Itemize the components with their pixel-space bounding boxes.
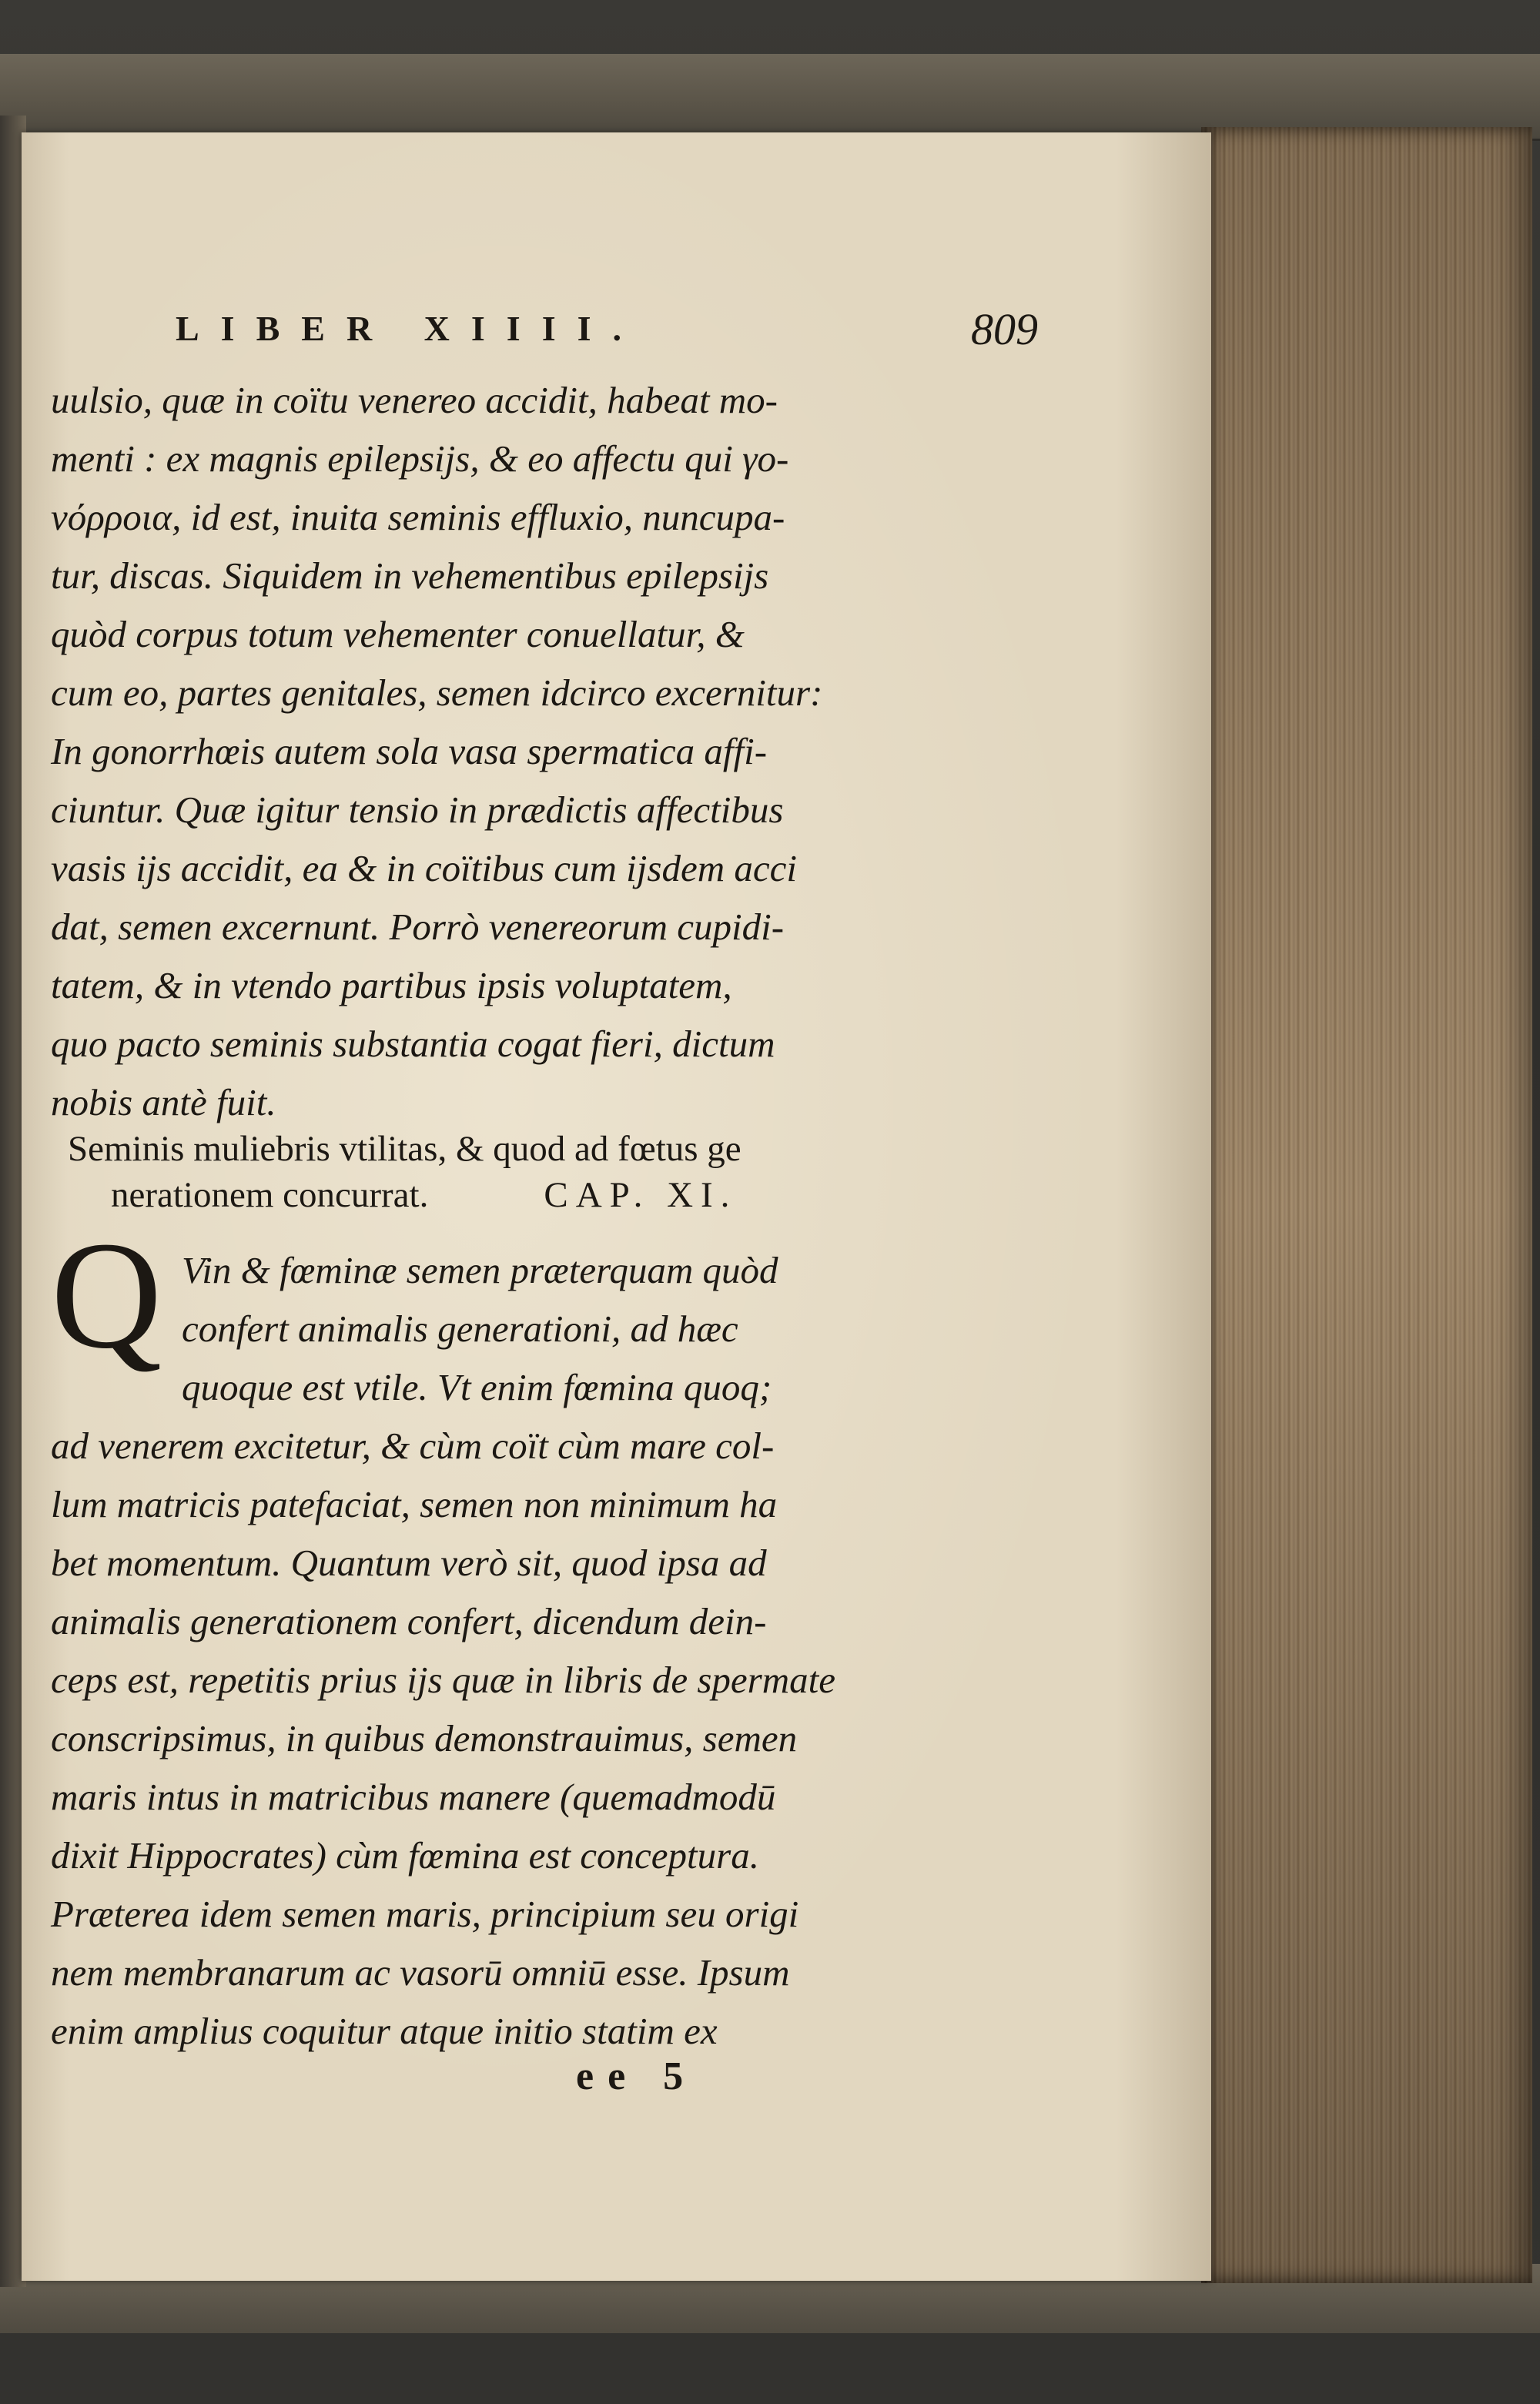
text-line: bet momentum. Quantum verò sit, quod ipsa ad	[51, 1542, 767, 1584]
text-line: dat, semen excernunt. Porrò venereorum cupidi-	[51, 906, 785, 948]
chapter-heading-text: nerationem concurrat.	[111, 1175, 429, 1215]
text-line: ciuntur. Quæ igitur tensio in prædictis affectibus	[51, 788, 784, 831]
text-line: quòd corpus totum vehementer conuellatur, &	[51, 613, 745, 655]
text-line: cum eo, partes genitales, semen idcirco excernitur:	[51, 671, 823, 714]
text-line: dixit Hippocrates) cùm fœmina est conceptura.	[51, 1834, 759, 1877]
text-line: In gonorrhœis autem sola vasa spermatica affi-	[51, 730, 768, 772]
chapter-heading	[51, 1126, 944, 1218]
page-header	[176, 304, 1038, 354]
page-number: 809	[971, 304, 1038, 354]
text-line: enim amplius coquitur atque initio statim ex	[51, 2010, 718, 2052]
text-line: animalis generationem confert, dicendum dein-	[51, 1600, 767, 1642]
text-line: vasis ijs accidit, ea & in coïtibus cum ijsdem acci	[51, 847, 797, 889]
text-line: Præterea idem semen maris, principium seu origi	[51, 1893, 799, 1935]
text-line: menti : ex magnis epilepsijs, & eo affectu qui γο-	[51, 437, 789, 480]
drop-cap: Q	[51, 1210, 162, 1381]
body-text	[51, 371, 944, 1132]
text-line: quo pacto seminis substantia cogat fieri, dictum	[51, 1023, 775, 1065]
text-line: conscripsimus, in quibus demonstrauimus, semen	[51, 1717, 798, 1759]
chapter-heading-line: Seminis muliebris vtilitas, & quod ad fœtus ge	[68, 1129, 742, 1169]
text-line: tatem, & in vtendo partibus ipsis voluptatem,	[51, 964, 732, 1006]
text-line: quoque est vtile. Vt enim fœmina quoq;	[182, 1366, 772, 1408]
text-line: maris intus in matricibus manere (quemadmodū	[51, 1776, 776, 1818]
text-line: confert animalis generationi, ad hæc	[182, 1307, 738, 1350]
chapter-text	[51, 1210, 944, 2061]
chapter-heading-line	[51, 1172, 944, 1218]
signature-mark: ee 5	[576, 2054, 698, 2098]
text-line: Vin & fœminæ semen præterquam quòd	[182, 1249, 778, 1291]
text-line: tur, discas. Siquidem in vehementibus epilepsijs	[51, 554, 769, 597]
text-line: nem membranarum ac vasorū omniū esse. Ipsum	[51, 1951, 790, 1994]
text-line: lum matricis patefaciat, semen non minimum ha	[51, 1483, 778, 1525]
chapter-number: CAP. XI.	[544, 1175, 738, 1215]
text-line: νόρροια, id est, inuita seminis effluxio, nuncupa-	[51, 496, 785, 538]
page-fore-edge-shade	[1201, 127, 1532, 2283]
text-line: ceps est, repetitis prius ijs quæ in libris de spermate	[51, 1659, 835, 1701]
text-line: uulsio, quæ in coïtu venereo accidit, habeat mo-	[51, 379, 778, 421]
text-line: nobis antè fuit.	[51, 1081, 276, 1123]
running-head: LIBER XIIII.	[176, 309, 643, 348]
book-page	[22, 132, 1211, 2281]
text-line: ad venerem excitetur, & cùm coït cùm mare col-	[51, 1425, 775, 1467]
